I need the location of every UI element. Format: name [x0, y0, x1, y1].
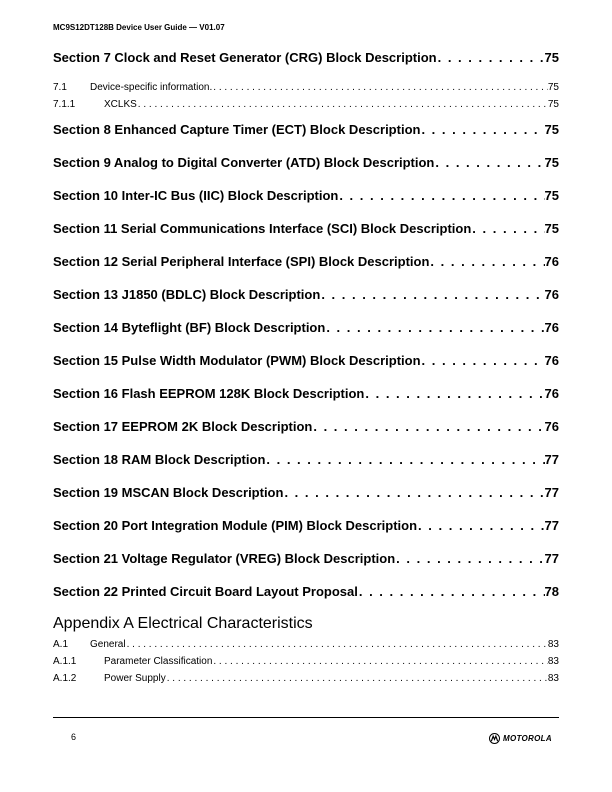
- toc-entry-number: A.1.2: [53, 673, 77, 684]
- toc-entry-page: 77: [544, 551, 559, 566]
- toc-section-entry[interactable]: [53, 516, 559, 549]
- toc-section-entry[interactable]: [53, 450, 559, 483]
- toc-entry-page: 76: [544, 353, 559, 368]
- toc-section-entry[interactable]: [53, 417, 559, 450]
- toc-section-entry[interactable]: [53, 48, 559, 81]
- toc-dot-leader: [338, 186, 544, 206]
- toc-entry-title: Section 18 RAM Block Description: [53, 452, 266, 467]
- toc-entry-page: 75: [544, 155, 559, 170]
- toc-entry-title: Power Supply: [104, 673, 166, 684]
- toc-dot-leader: [429, 252, 544, 272]
- toc-dot-leader: [166, 672, 548, 686]
- toc-entry-title: Parameter Classification: [104, 656, 213, 667]
- toc-subentry[interactable]: [53, 638, 559, 655]
- toc-entry-number: 7.1.1: [53, 99, 76, 110]
- toc-entry-page: 76: [544, 419, 559, 434]
- toc-dot-leader: [395, 549, 544, 569]
- footer-rule: [53, 717, 559, 718]
- toc-entry-title: Section 13 J1850 (BDLC) Block Description: [53, 287, 321, 302]
- motorola-logo: [489, 731, 552, 745]
- toc-dot-leader: [126, 638, 548, 652]
- toc-dot-leader: [212, 81, 548, 95]
- toc-entry-page: 77: [544, 518, 559, 533]
- toc-section-entry[interactable]: [53, 318, 559, 351]
- toc-entry-title: Section 7 Clock and Reset Generator (CRG) Block Description: [53, 50, 437, 65]
- toc-entry-number: A.1.1: [53, 656, 77, 667]
- toc-entry-page: 83: [547, 656, 559, 667]
- toc-subentry[interactable]: [53, 98, 559, 115]
- toc-subentry[interactable]: [53, 81, 559, 98]
- toc-dot-leader: [320, 285, 544, 305]
- toc-dot-leader: [265, 450, 544, 470]
- toc-dot-leader: [212, 655, 548, 669]
- toc-subentry[interactable]: [53, 672, 559, 689]
- toc-entry-page: 77: [544, 485, 559, 500]
- motorola-batwing-icon: [489, 733, 500, 744]
- toc-entry-page: 78: [544, 584, 559, 599]
- toc-entry-title: Section 21 Voltage Regulator (VREG) Block Description: [53, 551, 396, 566]
- toc-entry-page: 75: [544, 50, 559, 65]
- toc-entry-page: 76: [544, 320, 559, 335]
- toc-section-entry[interactable]: [53, 549, 559, 582]
- toc-entry-page: 83: [547, 639, 559, 650]
- table-of-contents: [53, 48, 559, 689]
- toc-section-entry[interactable]: [53, 285, 559, 318]
- toc-dot-leader: [471, 219, 544, 239]
- toc-section-entry[interactable]: [53, 252, 559, 285]
- toc-entry-page: 83: [547, 673, 559, 684]
- toc-entry-title: Section 19 MSCAN Block Description: [53, 485, 284, 500]
- toc-entry-title: Section 14 Byteflight (BF) Block Description: [53, 320, 326, 335]
- toc-entry-title: Section 10 Inter-IC Bus (IIC) Block Description: [53, 188, 339, 203]
- toc-section-entry[interactable]: [53, 153, 559, 186]
- toc-dot-leader: [283, 483, 544, 503]
- toc-appendix-heading[interactable]: [53, 615, 559, 638]
- toc-entry-title: Section 9 Analog to Digital Converter (ATD) Block Description: [53, 155, 435, 170]
- toc-entry-page: 77: [544, 452, 559, 467]
- toc-dot-leader: [434, 153, 544, 173]
- toc-entry-page: 76: [544, 287, 559, 302]
- toc-entry-number: 7.1: [53, 82, 67, 93]
- toc-section-entry[interactable]: [53, 384, 559, 417]
- toc-section-entry[interactable]: [53, 120, 559, 153]
- toc-dot-leader: [137, 98, 548, 112]
- toc-dot-leader: [437, 48, 545, 68]
- toc-dot-leader: [364, 384, 544, 404]
- toc-entry-page: 75: [544, 221, 559, 236]
- toc-section-entry[interactable]: [53, 483, 559, 516]
- toc-entry-title: Section 11 Serial Communications Interface (SCI) Block Description: [53, 221, 472, 236]
- motorola-wordmark: MOTOROLA: [503, 733, 552, 743]
- toc-entry-number: A.1: [53, 639, 69, 650]
- toc-entry-title: Appendix A Electrical Characteristics: [53, 615, 313, 632]
- toc-entry-title: Section 8 Enhanced Capture Timer (ECT) Block Description: [53, 122, 421, 137]
- page-number: 6: [71, 732, 77, 742]
- running-header: MC9S12DT128B Device User Guide — V01.07: [53, 23, 225, 32]
- toc-entry-title: Device-specific information.: [90, 82, 213, 93]
- toc-entry-page: 76: [544, 254, 559, 269]
- toc-entry-page: 76: [544, 386, 559, 401]
- toc-dot-leader: [421, 351, 545, 371]
- toc-section-entry[interactable]: [53, 351, 559, 384]
- toc-entry-page: 75: [544, 188, 559, 203]
- toc-entry-title: Section 16 Flash EEPROM 128K Block Description: [53, 386, 365, 401]
- toc-entry-title: Section 17 EEPROM 2K Block Description: [53, 419, 313, 434]
- toc-entry-title: General: [90, 639, 126, 650]
- toc-dot-leader: [358, 582, 545, 602]
- toc-section-entry[interactable]: [53, 582, 559, 615]
- toc-dot-leader: [417, 516, 544, 536]
- toc-entry-title: Section 12 Serial Peripheral Interface (SPI) Block Description: [53, 254, 430, 269]
- toc-dot-leader: [325, 318, 544, 338]
- toc-dot-leader: [420, 120, 544, 140]
- toc-entry-title: XCLKS: [104, 99, 137, 110]
- toc-section-entry[interactable]: [53, 219, 559, 252]
- toc-dot-leader: [312, 417, 544, 437]
- toc-entry-title: Section 22 Printed Circuit Board Layout Proposal: [53, 584, 358, 599]
- toc-entry-page: 75: [547, 82, 559, 93]
- toc-entry-page: 75: [544, 122, 559, 137]
- toc-section-entry[interactable]: [53, 186, 559, 219]
- toc-entry-page: 75: [547, 99, 559, 110]
- toc-entry-title: Section 20 Port Integration Module (PIM) Block Description: [53, 518, 418, 533]
- toc-entry-title: Section 15 Pulse Width Modulator (PWM) Block Description: [53, 353, 421, 368]
- toc-subentry[interactable]: [53, 655, 559, 672]
